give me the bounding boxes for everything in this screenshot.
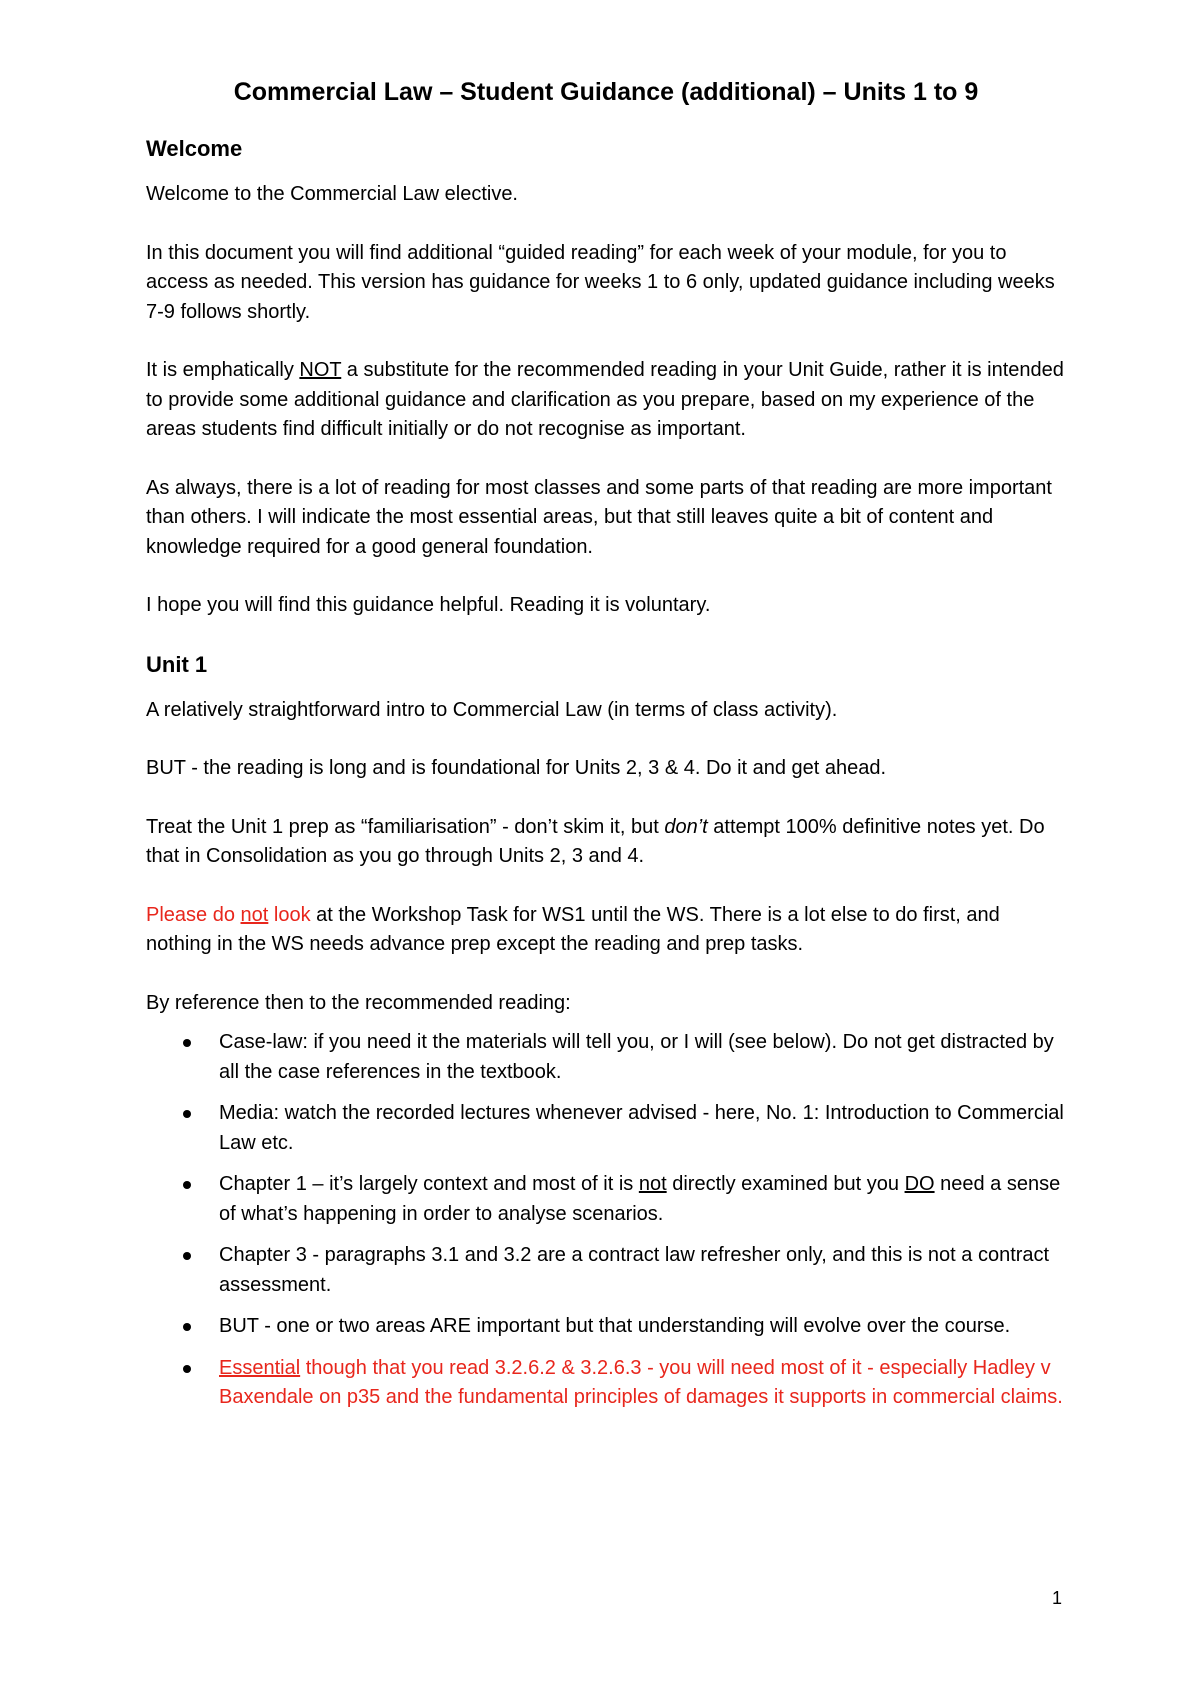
welcome-heading: Welcome — [146, 136, 243, 161]
document-title: Commercial Law – Student Guidance (additional) – Units 1 to 9 — [233, 78, 979, 106]
do-emphasis: DO — [904, 1173, 935, 1195]
bullet-text: BUT - one or two areas ARE important but that understanding will evolve over the course. — [219, 1315, 1011, 1337]
warning-text-b: look — [268, 903, 311, 926]
welcome-paragraph-2: In this document you will find additional “guided reading” for each week of your module, for you to access as needed. This version has guidance for weeks 1 to 6 only, updated guidance including weeks 7-9 follows shortly. — [146, 241, 1055, 323]
bullet-text: Media: watch the recorded lectures whenever advised - here, No. 1: Introduction to Commercial Law etc. — [219, 1102, 1064, 1154]
bullet-text: Chapter 3 - paragraphs 3.1 and 3.2 are a contract law refresher only, and this is not a contract assessment. — [219, 1244, 1050, 1296]
bullet-icon — [183, 1323, 191, 1331]
page-content — [146, 76, 1066, 1425]
unit-1-paragraph-4 — [146, 901, 1066, 960]
bullet-icon — [183, 1181, 191, 1189]
welcome-paragraph-5: I hope you will find this guidance helpful. Reading it is voluntary. — [146, 594, 711, 616]
list-item — [146, 1241, 1066, 1300]
unit-1-p4-rest: at the Workshop Task for WS1 until the WS. There is a lot else to do first, and nothing in the WS needs advance prep except the reading and prep tasks. — [146, 903, 1000, 955]
unit-1-p3-text-a: Treat the Unit 1 prep as “familiarisation” - don’t skim it, but — [146, 815, 665, 838]
bullet-text-b: directly examined but you — [666, 1173, 905, 1195]
list-item — [146, 1099, 1066, 1158]
list-item — [146, 1312, 1066, 1342]
welcome-p3-text-a: It is emphatically — [146, 359, 300, 381]
unit-1-paragraph-1: A relatively straightforward intro to Commercial Law (in terms of class activity). — [146, 698, 838, 721]
reading-bullet-list — [146, 1028, 1066, 1413]
list-item — [146, 1354, 1066, 1413]
unit-1-p3-text-b: attempt 100% definitive notes yet. Do that in Consolidation as you go through Units 2, 3 and 4. — [146, 815, 1045, 867]
unit-1-paragraph-2: BUT - the reading is long and is foundational for Units 2, 3 & 4. Do it and get ahead. — [146, 757, 887, 779]
essential-emphasis: Essential — [219, 1356, 301, 1379]
warning-text-a: Please do — [146, 903, 241, 926]
unit-1-paragraph-3 — [146, 813, 1066, 872]
bullet-text-red: though that you read 3.2.6.2 & 3.2.6.3 - you will need most of it - especially Hadley v Baxendale on p35 and the fundamental principles of damages it supports in commercial claims. — [219, 1356, 1063, 1408]
dont-emphasis: don’t — [664, 815, 708, 838]
welcome-paragraph-3 — [146, 356, 1066, 445]
list-item — [146, 1170, 1066, 1229]
not-emphasis: NOT — [299, 359, 342, 381]
bullet-text-a: Chapter 1 – it’s largely context and most of it is — [219, 1173, 639, 1195]
warning-not-emphasis: not — [240, 903, 269, 926]
unit-1-heading: Unit 1 — [146, 651, 208, 677]
list-item — [146, 1028, 1066, 1087]
welcome-paragraph-1: Welcome to the Commercial Law elective. — [146, 183, 518, 205]
welcome-paragraph-4: As always, there is a lot of reading for most classes and some parts of that reading are more important than others. I will indicate the most essential areas, but that still leaves quite a bit of content and knowledge required for a good general foundation. — [146, 476, 1052, 558]
page-number: 1 — [1051, 1588, 1062, 1608]
unit-1-paragraph-5: By reference then to the recommended reading: — [146, 991, 571, 1014]
bullet-text: Case-law: if you need it the materials will tell you, or I will (see below). Do not get distracted by all the case references in the textbook. — [219, 1031, 1054, 1083]
not-emphasis: not — [638, 1173, 667, 1195]
bullet-text-c: need a sense of what’s happening in order to analyse scenarios. — [219, 1173, 1061, 1225]
bullet-icon — [183, 1252, 191, 1260]
bullet-icon — [183, 1039, 191, 1047]
bullet-icon — [183, 1110, 191, 1118]
bullet-icon — [183, 1365, 191, 1373]
welcome-p3-text-b: a substitute for the recommended reading in your Unit Guide, rather it is intended to provide some additional guidance and clarification as you prepare, based on my experience of the areas students find difficult initially or do not recognise as important. — [146, 359, 1064, 440]
